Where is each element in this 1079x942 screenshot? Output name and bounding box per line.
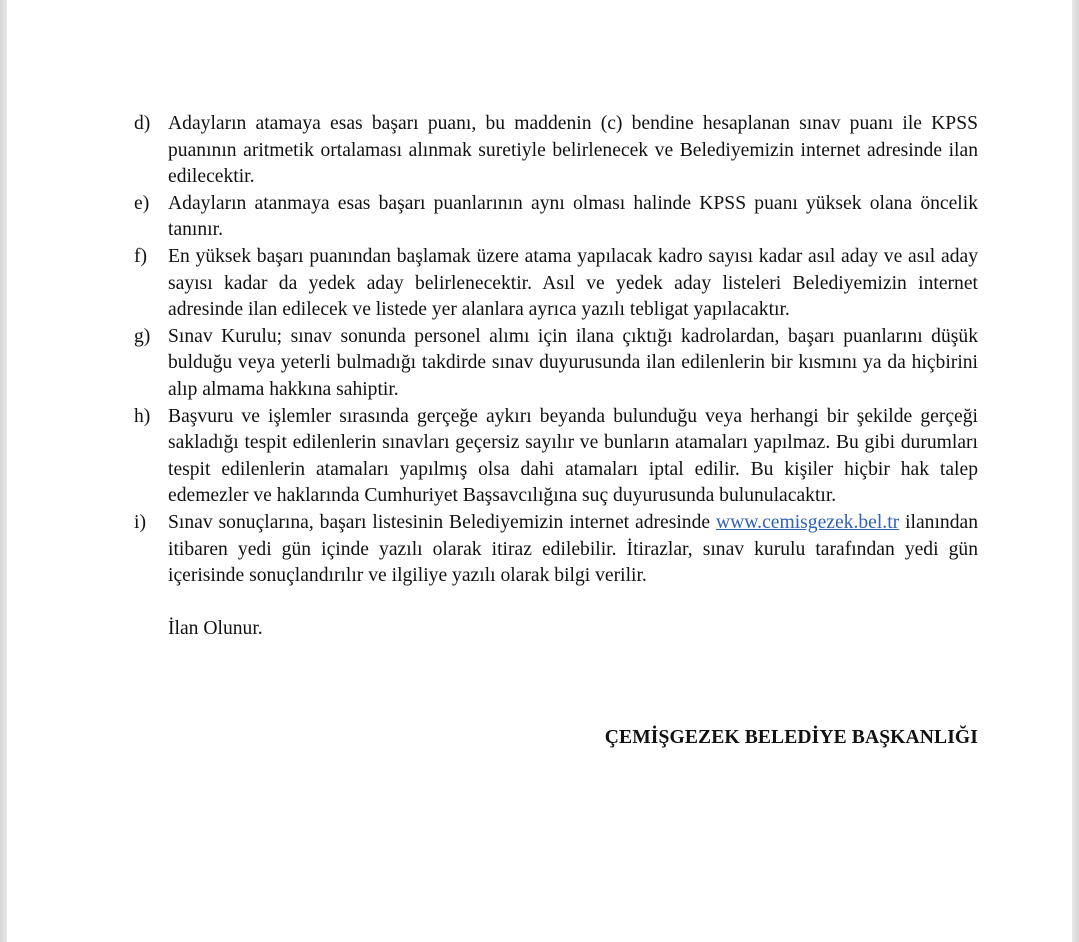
item-label: f) <box>134 245 148 267</box>
document-body <box>134 111 978 642</box>
item-text <box>168 510 978 590</box>
item-label: e) <box>134 192 150 214</box>
item-text: Sınav Kurulu; sınav sonunda personel alımı için ilana çıktığı kadrolardan, başarı puanlarını düşük bulduğu veya yeterli bulmadığı takdirde sınav duyurusunda ilan edilenlerin bir kısmını ya da hiçbirini alıp almama hakkına sahiptir. <box>168 325 978 400</box>
item-text: En yüksek başarı puanından başlamak üzere atama yapılacak kadro sayısı kadar asıl aday ve asıl aday sayısı kadar da yedek aday belirlenecektir. Asıl ve yedek aday listeleri Belediyemizin internet adresinde ilan edilecek ve listede yer alanlara ayrıca yazılı tebligat yapılacaktır. <box>168 245 978 321</box>
item-label: g) <box>134 325 151 347</box>
page-edge-right <box>1072 0 1079 942</box>
item-text: Adayların atanmaya esas başarı puanlarının aynı olması halinde KPSS puanı yüksek olana öncelik tanınır. <box>168 192 978 241</box>
list-item-i <box>134 510 978 590</box>
item-label: d) <box>134 113 151 134</box>
list-item-f <box>134 244 978 324</box>
item-label: h) <box>134 405 151 427</box>
closing-text: İlan Olunur. <box>168 617 263 639</box>
page-edge-left <box>0 0 7 942</box>
list-item-h <box>134 404 978 510</box>
item-text-before: Sınav sonuçlarına, başarı listesinin Belediyemizin internet adresinde <box>168 511 716 533</box>
item-label: i) <box>134 511 146 533</box>
list-item-d <box>134 111 978 191</box>
website-link[interactable]: www.cemisgezek.bel.tr <box>716 511 900 533</box>
item-text-after: ilanından itibaren yedi gün içinde yazılı olarak itiraz edilebilir. İtirazlar, sınav kurulu tarafından yedi gün içerisinde sonuçlandırılır ve ilgiliye yazılı olarak bilgi verilir. <box>168 511 979 587</box>
signature-block: ÇEMİŞGEZEK BELEDİYE BAŞKANLIĞI <box>604 727 978 748</box>
list-item-e <box>134 191 978 244</box>
list-item-g <box>134 324 978 404</box>
item-text: Başvuru ve işlemler sırasında gerçeğe aykırı beyanda bulunduğu veya herhangi bir şekilde gerçeği sakladığı tespit edilenlerin sınavları geçersiz sayılır ve bunların atamaları yapılmaz. Bu gibi durumları tespit edilenlerin atamaları yapılmış olsa dahi atamaları iptal edilir. Bu kişiler hiçbir hak talep edemezler ve haklarında Cumhuriyet Başsavcılığına suç duyurusunda bulunulacaktır. <box>168 405 978 507</box>
item-text: Adayların atamaya esas başarı puanı, bu maddenin (c) bendine hesaplanan sınav puanı ile KPSS puanının aritmetik ortalaması alınmak suretiyle belirlenecek ve Belediyemizin internet adresinde ilan edilecektir. <box>168 113 978 188</box>
